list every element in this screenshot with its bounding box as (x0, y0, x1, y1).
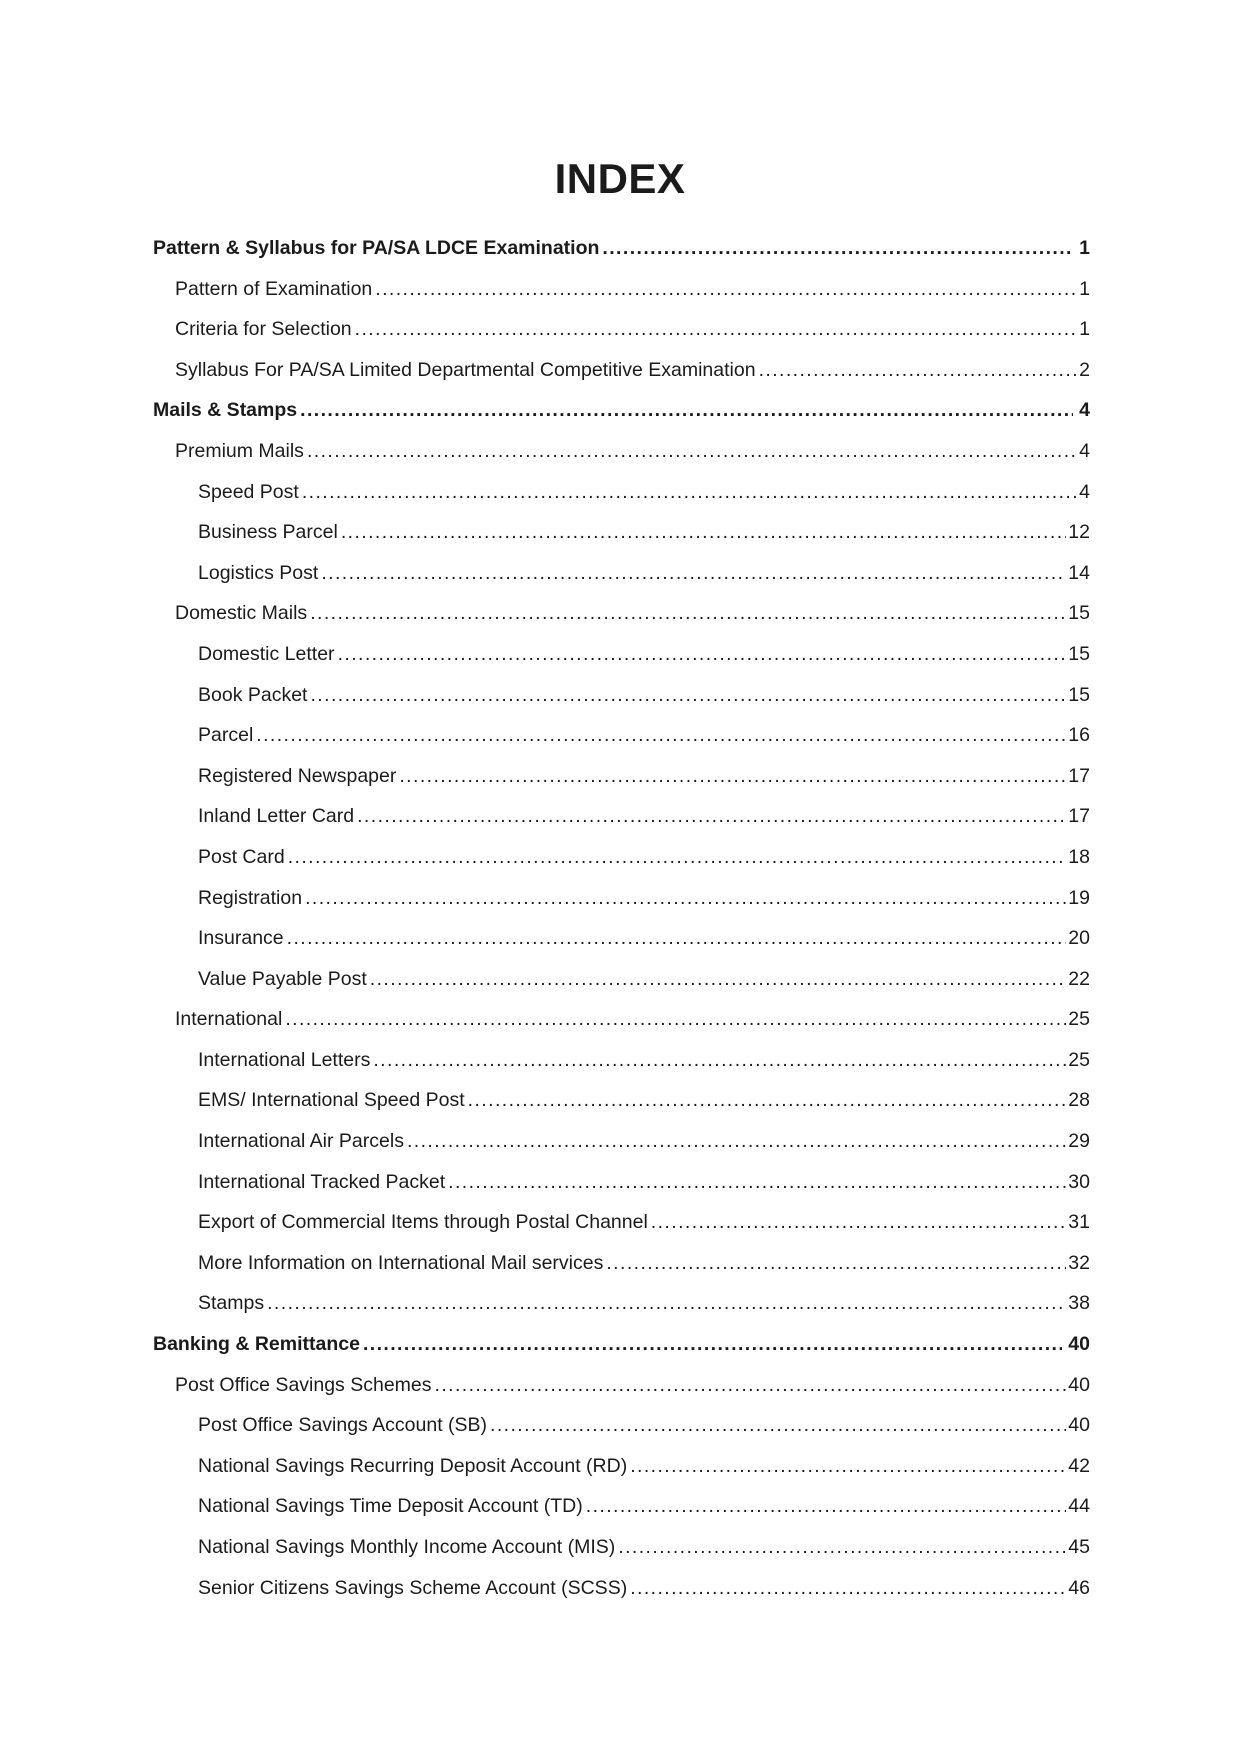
toc-entry-label: Registration (198, 886, 303, 909)
toc-entry[interactable] (153, 1283, 1090, 1324)
toc-page-number: 18 (1068, 845, 1090, 868)
toc-leader-dots (357, 796, 1066, 837)
toc-leader-dots (468, 1080, 1067, 1121)
toc-list (153, 228, 1090, 1608)
toc-page-number: 45 (1068, 1536, 1090, 1558)
toc-leader-dots (307, 431, 1077, 472)
toc-entry[interactable] (153, 959, 1090, 1000)
toc-leader-dots (310, 593, 1066, 634)
toc-entry[interactable] (153, 715, 1090, 756)
toc-entry[interactable] (153, 1405, 1090, 1446)
toc-entry-label: Insurance (198, 927, 284, 950)
toc-entry[interactable] (153, 1527, 1090, 1568)
toc-page-number: 15 (1068, 602, 1090, 625)
toc-entry-label: Speed Post (198, 480, 299, 503)
toc-entry[interactable] (153, 431, 1090, 472)
toc-leader-dots (435, 1365, 1067, 1406)
toc-leader-dots (370, 959, 1067, 1000)
toc-page-number: 38 (1068, 1292, 1090, 1315)
toc-entry[interactable] (153, 1162, 1090, 1203)
toc-entry-label: Parcel (198, 724, 254, 747)
toc-entry-label: Post Card (198, 845, 285, 868)
toc-leader-dots (288, 837, 1067, 878)
toc-leader-dots (363, 1324, 1062, 1365)
toc-entry-label: National Savings Monthly Income Account (MIS) (198, 1536, 616, 1558)
toc-leader-dots (399, 756, 1066, 797)
toc-entry[interactable] (153, 1202, 1090, 1243)
toc-entry[interactable] (153, 918, 1090, 959)
toc-page-number: 25 (1068, 1048, 1090, 1071)
toc-entry[interactable] (153, 269, 1090, 310)
toc-entry[interactable] (153, 1486, 1090, 1527)
toc-entry-label: Domestic Mails (175, 602, 308, 625)
toc-page-number: 40 (1068, 1414, 1090, 1437)
toc-leader-dots (448, 1162, 1066, 1203)
toc-page-number: 32 (1068, 1251, 1090, 1274)
toc-page-number: 29 (1068, 1130, 1090, 1153)
toc-leader-dots (490, 1405, 1066, 1446)
toc-entry[interactable] (153, 1324, 1090, 1365)
toc-leader-dots (618, 1527, 1066, 1568)
toc-entry[interactable] (153, 309, 1090, 350)
toc-entry[interactable] (153, 1243, 1090, 1284)
toc-leader-dots (630, 1446, 1066, 1487)
toc-entry-label: EMS/ International Speed Post (198, 1089, 465, 1112)
toc-entry[interactable] (153, 878, 1090, 919)
toc-entry-label: More Information on International Mail services (198, 1251, 604, 1274)
toc-page-number: 15 (1068, 642, 1090, 665)
toc-leader-dots (355, 309, 1077, 350)
toc-leader-dots (651, 1202, 1067, 1243)
toc-entry[interactable] (153, 1568, 1090, 1609)
toc-entry[interactable] (153, 553, 1090, 594)
toc-entry[interactable] (153, 1080, 1090, 1121)
toc-page-number: 42 (1068, 1454, 1090, 1477)
toc-entry-label: Value Payable Post (198, 967, 367, 990)
toc-leader-dots (338, 634, 1067, 675)
toc-entry[interactable] (153, 350, 1090, 391)
toc-page-number: 40 (1068, 1333, 1090, 1356)
toc-entry-label: Domestic Letter (198, 642, 335, 665)
toc-entry[interactable] (153, 1446, 1090, 1487)
toc-entry-label: National Savings Time Deposit Account (TD) (198, 1495, 583, 1518)
toc-entry-label: Business Parcel (198, 521, 338, 544)
toc-page-number: 28 (1068, 1089, 1090, 1112)
toc-leader-dots (321, 553, 1066, 594)
toc-leader-dots (300, 390, 1073, 431)
toc-entry-label: Logistics Post (198, 561, 319, 584)
toc-entry-label: Pattern of Examination (175, 277, 373, 300)
toc-page-number: 4 (1079, 439, 1090, 462)
toc-entry[interactable] (153, 1040, 1090, 1081)
toc-entry[interactable] (153, 472, 1090, 513)
toc-page-number: 20 (1068, 927, 1090, 950)
toc-leader-dots (267, 1283, 1066, 1324)
toc-page-number: 16 (1068, 724, 1090, 747)
toc-page-number: 25 (1068, 1008, 1090, 1031)
toc-entry-label: Post Office Savings Schemes (175, 1373, 432, 1396)
toc-entry[interactable] (153, 390, 1090, 431)
toc-page-number: 1 (1079, 318, 1090, 341)
toc-page-number: 40 (1068, 1373, 1090, 1396)
toc-page-number: 14 (1068, 561, 1090, 584)
toc-entry[interactable] (153, 512, 1090, 553)
toc-entry[interactable] (153, 999, 1090, 1040)
toc-page-number: 44 (1068, 1495, 1090, 1518)
toc-page-number: 30 (1068, 1170, 1090, 1193)
toc-page-number: 1 (1079, 277, 1090, 300)
toc-entry-label: Premium Mails (175, 439, 304, 462)
toc-entry-label: Mails & Stamps (153, 399, 298, 422)
toc-page-number: 17 (1068, 805, 1090, 828)
toc-entry-label: Export of Commercial Items through Postal Channel (198, 1211, 648, 1234)
toc-entry-label: Senior Citizens Savings Scheme Account (SCSS) (198, 1576, 628, 1599)
toc-entry[interactable] (153, 837, 1090, 878)
toc-leader-dots (407, 1121, 1066, 1162)
toc-entry-label: Banking & Remittance (153, 1333, 360, 1356)
toc-entry[interactable] (153, 796, 1090, 837)
toc-entry[interactable] (153, 228, 1090, 269)
toc-entry-label: International Tracked Packet (198, 1170, 446, 1193)
toc-page-number: 19 (1068, 886, 1090, 909)
toc-entry[interactable] (153, 593, 1090, 634)
toc-entry-label: Book Packet (198, 683, 308, 706)
toc-leader-dots (373, 1040, 1066, 1081)
toc-page-number: 17 (1068, 764, 1090, 787)
toc-page-number: 22 (1068, 967, 1090, 990)
toc-entry[interactable] (153, 634, 1090, 675)
toc-entry-label: Inland Letter Card (198, 805, 355, 828)
toc-entry[interactable] (153, 675, 1090, 716)
toc-entry[interactable] (153, 756, 1090, 797)
toc-leader-dots (341, 512, 1066, 553)
toc-entry-label: Registered Newspaper (198, 764, 397, 787)
toc-leader-dots (606, 1243, 1066, 1284)
toc-page-number: 31 (1068, 1211, 1090, 1234)
toc-entry-label: International Air Parcels (198, 1130, 404, 1153)
toc-leader-dots (305, 878, 1066, 919)
toc-leader-dots (586, 1486, 1067, 1527)
toc-entry-label: National Savings Recurring Deposit Account (RD) (198, 1454, 628, 1477)
toc-leader-dots (375, 269, 1077, 310)
toc-leader-dots (759, 350, 1078, 391)
toc-entry-label: Criteria for Selection (175, 318, 352, 341)
toc-page-number: 2 (1079, 358, 1090, 381)
toc-page-number: 12 (1068, 521, 1090, 544)
toc-leader-dots (302, 472, 1077, 513)
toc-entry-label: Pattern & Syllabus for PA/SA LDCE Examination (153, 237, 600, 259)
toc-entry[interactable] (153, 1365, 1090, 1406)
toc-entry-label: International (175, 1008, 283, 1031)
toc-entry[interactable] (153, 1121, 1090, 1162)
toc-page-number: 4 (1079, 399, 1090, 422)
toc-leader-dots (602, 228, 1073, 269)
toc-entry-label: Syllabus For PA/SA Limited Departmental Competitive Examination (175, 358, 756, 381)
toc-page-number: 4 (1079, 480, 1090, 503)
toc-leader-dots (285, 999, 1066, 1040)
toc-entry-label: Post Office Savings Account (SB) (198, 1414, 488, 1437)
toc-entry-label: International Letters (198, 1048, 371, 1071)
page-title: INDEX (554, 155, 686, 202)
toc-leader-dots (630, 1568, 1066, 1609)
toc-entry-label: Stamps (198, 1292, 265, 1315)
toc-leader-dots (256, 715, 1066, 756)
toc-leader-dots (287, 918, 1067, 959)
toc-page-number: 46 (1068, 1576, 1090, 1599)
toc-page-number: 1 (1079, 237, 1090, 259)
toc-page-number: 15 (1068, 683, 1090, 706)
toc-leader-dots (310, 675, 1066, 716)
